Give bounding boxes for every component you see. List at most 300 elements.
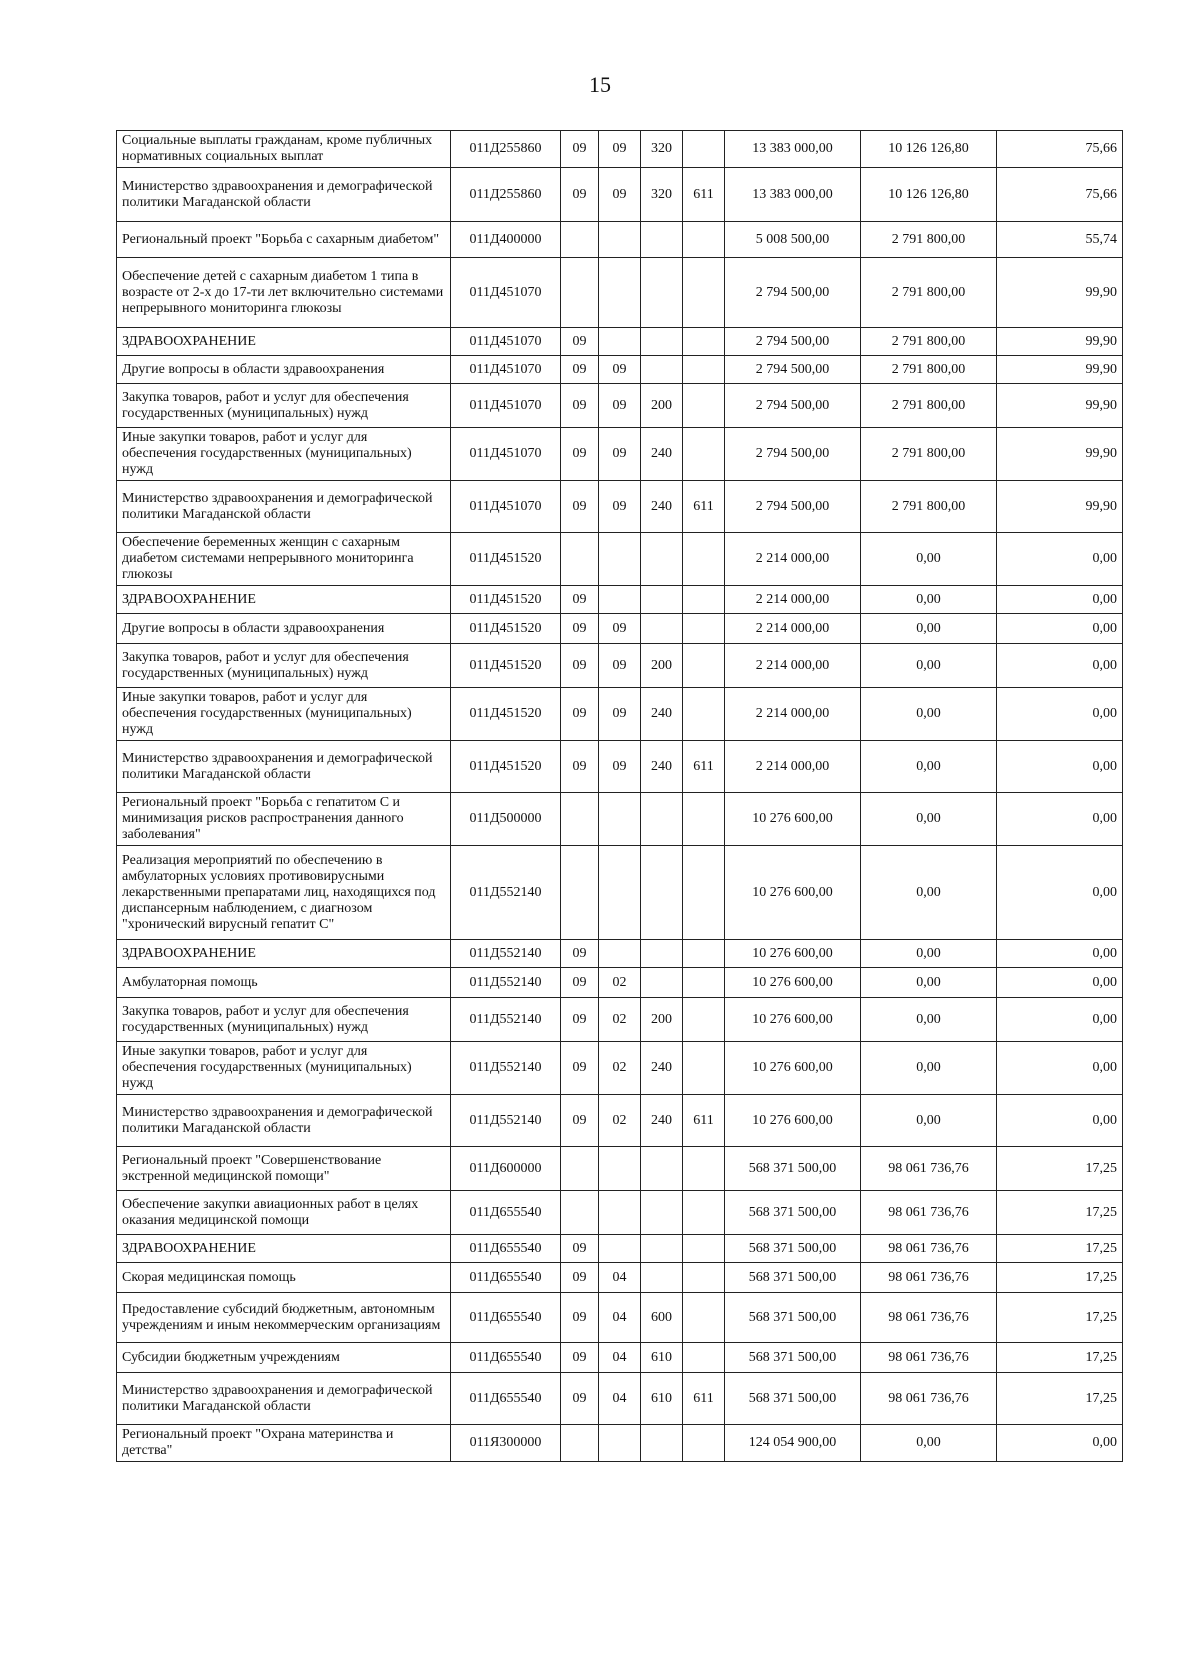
table-row	[117, 793, 1123, 846]
row-admin-code	[683, 846, 725, 940]
row-fact-amount: 0,00	[861, 793, 997, 846]
row-code: 011Д552140	[451, 1042, 561, 1095]
row-name: Социальные выплаты гражданам, кроме публичных нормативных социальных выплат	[117, 131, 451, 168]
table-row	[117, 1147, 1123, 1191]
row-expense-type: 240	[641, 481, 683, 533]
row-admin-code	[683, 328, 725, 356]
row-code: 011Д451070	[451, 481, 561, 533]
row-expense-type	[641, 1191, 683, 1235]
row-percent: 99,90	[997, 356, 1123, 384]
row-section: 09	[561, 741, 599, 793]
row-section	[561, 222, 599, 258]
row-expense-type: 610	[641, 1373, 683, 1425]
row-name: ЗДРАВООХРАНЕНИЕ	[117, 328, 451, 356]
table-row	[117, 1293, 1123, 1343]
row-subsection: 04	[599, 1293, 641, 1343]
page-number: 15	[589, 72, 611, 97]
row-fact-amount: 0,00	[861, 644, 997, 688]
row-subsection: 09	[599, 644, 641, 688]
row-expense-type	[641, 328, 683, 356]
row-percent: 17,25	[997, 1235, 1123, 1263]
row-fact-amount: 2 791 800,00	[861, 356, 997, 384]
row-admin-code	[683, 258, 725, 328]
row-plan-amount: 2 794 500,00	[725, 356, 861, 384]
row-expense-type	[641, 1425, 683, 1462]
row-name: ЗДРАВООХРАНЕНИЕ	[117, 940, 451, 968]
row-code: 011Д655540	[451, 1373, 561, 1425]
row-plan-amount: 2 214 000,00	[725, 533, 861, 586]
row-section	[561, 846, 599, 940]
row-admin-code	[683, 998, 725, 1042]
row-name: Региональный проект "Борьба с сахарным диабетом"	[117, 222, 451, 258]
row-fact-amount: 2 791 800,00	[861, 222, 997, 258]
row-expense-type	[641, 356, 683, 384]
row-subsection: 09	[599, 168, 641, 222]
row-plan-amount: 2 214 000,00	[725, 741, 861, 793]
row-percent: 0,00	[997, 533, 1123, 586]
row-plan-amount: 10 276 600,00	[725, 968, 861, 998]
row-name: Региональный проект "Борьба с гепатитом С и минимизация рисков распространения данного заболевания"	[117, 793, 451, 846]
row-admin-code	[683, 384, 725, 428]
table-row	[117, 481, 1123, 533]
row-code: 011Д552140	[451, 940, 561, 968]
row-plan-amount: 568 371 500,00	[725, 1235, 861, 1263]
row-expense-type	[641, 533, 683, 586]
row-fact-amount: 10 126 126,80	[861, 168, 997, 222]
row-subsection: 04	[599, 1263, 641, 1293]
row-percent: 0,00	[997, 940, 1123, 968]
row-plan-amount: 568 371 500,00	[725, 1373, 861, 1425]
row-admin-code	[683, 1042, 725, 1095]
row-code: 011Д451520	[451, 533, 561, 586]
row-admin-code	[683, 614, 725, 644]
table-row	[117, 533, 1123, 586]
row-section: 09	[561, 131, 599, 168]
row-percent: 17,25	[997, 1191, 1123, 1235]
row-expense-type	[641, 793, 683, 846]
row-name: Министерство здравоохранения и демографической политики Магаданской области	[117, 481, 451, 533]
row-percent: 17,25	[997, 1293, 1123, 1343]
row-fact-amount: 0,00	[861, 533, 997, 586]
row-name: Иные закупки товаров, работ и услуг для обеспечения государственных (муниципальных) нужд	[117, 428, 451, 481]
row-fact-amount: 0,00	[861, 586, 997, 614]
row-fact-amount: 0,00	[861, 1425, 997, 1462]
row-section: 09	[561, 328, 599, 356]
row-plan-amount: 568 371 500,00	[725, 1263, 861, 1293]
row-name: Министерство здравоохранения и демографической политики Магаданской области	[117, 741, 451, 793]
row-plan-amount: 10 276 600,00	[725, 940, 861, 968]
row-admin-code: 611	[683, 1373, 725, 1425]
row-percent: 0,00	[997, 793, 1123, 846]
row-subsection	[599, 328, 641, 356]
row-fact-amount: 98 061 736,76	[861, 1343, 997, 1373]
table-row	[117, 998, 1123, 1042]
row-fact-amount: 98 061 736,76	[861, 1263, 997, 1293]
row-name: Амбулаторная помощь	[117, 968, 451, 998]
row-section: 09	[561, 586, 599, 614]
row-percent: 17,25	[997, 1373, 1123, 1425]
row-expense-type: 200	[641, 384, 683, 428]
row-section: 09	[561, 1095, 599, 1147]
row-expense-type	[641, 1147, 683, 1191]
row-name: Обеспечение детей с сахарным диабетом 1 типа в возрасте от 2-х до 17-ти лет включительно системами непрерывного мониторинга глюкозы	[117, 258, 451, 328]
table-row	[117, 586, 1123, 614]
row-subsection	[599, 1425, 641, 1462]
table-row	[117, 741, 1123, 793]
row-subsection: 02	[599, 1095, 641, 1147]
row-expense-type	[641, 222, 683, 258]
row-name: Другие вопросы в области здравоохранения	[117, 356, 451, 384]
row-code: 011Д400000	[451, 222, 561, 258]
row-subsection	[599, 258, 641, 328]
table-row	[117, 328, 1123, 356]
row-plan-amount: 10 276 600,00	[725, 1042, 861, 1095]
table-row	[117, 1343, 1123, 1373]
row-admin-code: 611	[683, 481, 725, 533]
row-expense-type: 600	[641, 1293, 683, 1343]
table-row	[117, 428, 1123, 481]
row-section	[561, 1147, 599, 1191]
row-name: Иные закупки товаров, работ и услуг для обеспечения государственных (муниципальных) нужд	[117, 1042, 451, 1095]
row-admin-code	[683, 586, 725, 614]
row-code: 011Д552140	[451, 968, 561, 998]
row-expense-type: 240	[641, 428, 683, 481]
row-admin-code	[683, 1191, 725, 1235]
row-section: 09	[561, 1235, 599, 1263]
row-expense-type: 240	[641, 1042, 683, 1095]
row-section: 09	[561, 614, 599, 644]
row-code: 011Д655540	[451, 1293, 561, 1343]
row-expense-type	[641, 258, 683, 328]
row-fact-amount: 0,00	[861, 998, 997, 1042]
row-subsection	[599, 940, 641, 968]
row-name: ЗДРАВООХРАНЕНИЕ	[117, 586, 451, 614]
row-admin-code	[683, 793, 725, 846]
row-expense-type	[641, 586, 683, 614]
row-subsection	[599, 846, 641, 940]
row-name: Закупка товаров, работ и услуг для обеспечения государственных (муниципальных) нужд	[117, 644, 451, 688]
row-admin-code	[683, 356, 725, 384]
row-section: 09	[561, 168, 599, 222]
row-name: Иные закупки товаров, работ и услуг для обеспечения государственных (муниципальных) нужд	[117, 688, 451, 741]
row-percent: 0,00	[997, 998, 1123, 1042]
row-fact-amount: 0,00	[861, 741, 997, 793]
row-fact-amount: 98 061 736,76	[861, 1373, 997, 1425]
row-subsection	[599, 793, 641, 846]
row-percent: 0,00	[997, 1425, 1123, 1462]
row-subsection: 02	[599, 1042, 641, 1095]
row-percent: 17,25	[997, 1343, 1123, 1373]
row-admin-code	[683, 533, 725, 586]
row-admin-code	[683, 1343, 725, 1373]
row-section: 09	[561, 688, 599, 741]
row-subsection	[599, 222, 641, 258]
row-section	[561, 1191, 599, 1235]
row-subsection	[599, 1147, 641, 1191]
row-plan-amount: 10 276 600,00	[725, 998, 861, 1042]
row-admin-code: 611	[683, 1095, 725, 1147]
row-subsection	[599, 586, 641, 614]
row-expense-type	[641, 1263, 683, 1293]
row-fact-amount: 2 791 800,00	[861, 481, 997, 533]
row-percent: 0,00	[997, 644, 1123, 688]
row-name: Региональный проект "Совершенствование экстренной медицинской помощи"	[117, 1147, 451, 1191]
table-row	[117, 644, 1123, 688]
table-row	[117, 846, 1123, 940]
row-expense-type: 200	[641, 998, 683, 1042]
row-section	[561, 533, 599, 586]
row-plan-amount: 10 276 600,00	[725, 846, 861, 940]
row-plan-amount: 13 383 000,00	[725, 168, 861, 222]
row-plan-amount: 5 008 500,00	[725, 222, 861, 258]
row-expense-type: 200	[641, 644, 683, 688]
table-row	[117, 258, 1123, 328]
row-admin-code	[683, 1147, 725, 1191]
row-expense-type	[641, 614, 683, 644]
row-section: 09	[561, 481, 599, 533]
table-row	[117, 614, 1123, 644]
row-plan-amount: 2 794 500,00	[725, 428, 861, 481]
row-percent: 99,90	[997, 481, 1123, 533]
row-percent: 99,90	[997, 258, 1123, 328]
row-expense-type: 240	[641, 688, 683, 741]
row-plan-amount: 2 214 000,00	[725, 644, 861, 688]
row-fact-amount: 2 791 800,00	[861, 428, 997, 481]
row-plan-amount: 568 371 500,00	[725, 1191, 861, 1235]
row-fact-amount: 0,00	[861, 846, 997, 940]
row-subsection: 09	[599, 481, 641, 533]
row-expense-type: 240	[641, 741, 683, 793]
row-fact-amount: 0,00	[861, 940, 997, 968]
row-fact-amount: 98 061 736,76	[861, 1293, 997, 1343]
row-expense-type: 240	[641, 1095, 683, 1147]
table-row	[117, 1042, 1123, 1095]
row-section: 09	[561, 428, 599, 481]
row-section: 09	[561, 384, 599, 428]
row-plan-amount: 2 794 500,00	[725, 481, 861, 533]
row-name: ЗДРАВООХРАНЕНИЕ	[117, 1235, 451, 1263]
row-percent: 99,90	[997, 428, 1123, 481]
row-percent: 0,00	[997, 968, 1123, 998]
row-percent: 99,90	[997, 328, 1123, 356]
row-name: Министерство здравоохранения и демографической политики Магаданской области	[117, 168, 451, 222]
row-admin-code	[683, 428, 725, 481]
row-percent: 75,66	[997, 168, 1123, 222]
row-code: 011Д451070	[451, 384, 561, 428]
row-code: 011Д655540	[451, 1343, 561, 1373]
row-subsection: 09	[599, 741, 641, 793]
row-code: 011Я300000	[451, 1425, 561, 1462]
row-plan-amount: 568 371 500,00	[725, 1293, 861, 1343]
table-row	[117, 1235, 1123, 1263]
row-admin-code	[683, 1425, 725, 1462]
row-plan-amount: 2 214 000,00	[725, 614, 861, 644]
row-expense-type	[641, 940, 683, 968]
row-expense-type: 610	[641, 1343, 683, 1373]
row-code: 011Д451070	[451, 356, 561, 384]
row-plan-amount: 2 214 000,00	[725, 688, 861, 741]
row-expense-type: 320	[641, 131, 683, 168]
table-row	[117, 968, 1123, 998]
row-percent: 17,25	[997, 1263, 1123, 1293]
row-fact-amount: 0,00	[861, 614, 997, 644]
row-section: 09	[561, 940, 599, 968]
table-row	[117, 1263, 1123, 1293]
row-section: 09	[561, 1293, 599, 1343]
table-row	[117, 131, 1123, 168]
row-subsection: 09	[599, 614, 641, 644]
row-subsection: 02	[599, 968, 641, 998]
row-name: Министерство здравоохранения и демографической политики Магаданской области	[117, 1095, 451, 1147]
row-name: Региональный проект "Охрана материнства и детства"	[117, 1425, 451, 1462]
row-subsection	[599, 533, 641, 586]
row-code: 011Д655540	[451, 1235, 561, 1263]
row-admin-code	[683, 222, 725, 258]
row-name: Предоставление субсидий бюджетным, автономным учреждениям и иным некоммерческим организациям	[117, 1293, 451, 1343]
row-code: 011Д552140	[451, 1095, 561, 1147]
row-plan-amount: 2 794 500,00	[725, 328, 861, 356]
row-name: Обеспечение беременных женщин с сахарным диабетом системами непрерывного мониторинга глюкозы	[117, 533, 451, 586]
row-code: 011Д255860	[451, 131, 561, 168]
row-subsection: 04	[599, 1373, 641, 1425]
table-row	[117, 1095, 1123, 1147]
row-fact-amount: 2 791 800,00	[861, 328, 997, 356]
row-code: 011Д255860	[451, 168, 561, 222]
row-subsection: 09	[599, 384, 641, 428]
row-percent: 17,25	[997, 1147, 1123, 1191]
row-fact-amount: 98 061 736,76	[861, 1235, 997, 1263]
row-section: 09	[561, 1373, 599, 1425]
row-name: Министерство здравоохранения и демографической политики Магаданской области	[117, 1373, 451, 1425]
row-percent: 55,74	[997, 222, 1123, 258]
row-subsection: 09	[599, 428, 641, 481]
row-admin-code	[683, 1235, 725, 1263]
row-percent: 0,00	[997, 614, 1123, 644]
row-plan-amount: 10 276 600,00	[725, 793, 861, 846]
row-plan-amount: 2 214 000,00	[725, 586, 861, 614]
row-admin-code	[683, 968, 725, 998]
row-code: 011Д655540	[451, 1263, 561, 1293]
table-row	[117, 384, 1123, 428]
row-name: Закупка товаров, работ и услуг для обеспечения государственных (муниципальных) нужд	[117, 384, 451, 428]
row-code: 011Д451520	[451, 614, 561, 644]
row-fact-amount: 2 791 800,00	[861, 384, 997, 428]
row-percent: 0,00	[997, 688, 1123, 741]
row-section: 09	[561, 1042, 599, 1095]
row-section: 09	[561, 644, 599, 688]
table-row	[117, 168, 1123, 222]
row-subsection: 04	[599, 1343, 641, 1373]
row-admin-code	[683, 688, 725, 741]
row-percent: 0,00	[997, 741, 1123, 793]
row-plan-amount: 10 276 600,00	[725, 1095, 861, 1147]
row-expense-type: 320	[641, 168, 683, 222]
row-admin-code	[683, 644, 725, 688]
row-section: 09	[561, 968, 599, 998]
row-percent: 0,00	[997, 1095, 1123, 1147]
row-subsection: 09	[599, 356, 641, 384]
row-section	[561, 793, 599, 846]
row-admin-code: 611	[683, 741, 725, 793]
row-admin-code	[683, 1263, 725, 1293]
row-code: 011Д451070	[451, 258, 561, 328]
row-admin-code	[683, 131, 725, 168]
row-percent: 0,00	[997, 586, 1123, 614]
row-percent: 99,90	[997, 384, 1123, 428]
row-expense-type	[641, 846, 683, 940]
row-fact-amount: 0,00	[861, 1042, 997, 1095]
table-row	[117, 1425, 1123, 1462]
table-row	[117, 1191, 1123, 1235]
row-plan-amount: 2 794 500,00	[725, 258, 861, 328]
row-code: 011Д451070	[451, 428, 561, 481]
row-fact-amount: 0,00	[861, 1095, 997, 1147]
row-name: Реализация мероприятий по обеспечению в амбулаторных условиях противовирусными лекарственными препаратами лиц, находящихся под диспансерным наблюдением, с диагнозом "хронический вирусный гепатит С"	[117, 846, 451, 940]
row-subsection: 09	[599, 131, 641, 168]
row-fact-amount: 98 061 736,76	[861, 1191, 997, 1235]
row-admin-code: 611	[683, 168, 725, 222]
row-admin-code	[683, 940, 725, 968]
row-section: 09	[561, 1263, 599, 1293]
row-code: 011Д500000	[451, 793, 561, 846]
row-code: 011Д552140	[451, 846, 561, 940]
row-expense-type	[641, 968, 683, 998]
row-subsection	[599, 1191, 641, 1235]
row-code: 011Д451520	[451, 644, 561, 688]
row-code: 011Д451520	[451, 586, 561, 614]
row-section	[561, 258, 599, 328]
row-plan-amount: 568 371 500,00	[725, 1147, 861, 1191]
row-name: Обеспечение закупки авиационных работ в целях оказания медицинской помощи	[117, 1191, 451, 1235]
row-fact-amount: 0,00	[861, 968, 997, 998]
table-row	[117, 1373, 1123, 1425]
row-subsection: 02	[599, 998, 641, 1042]
row-plan-amount: 124 054 900,00	[725, 1425, 861, 1462]
row-section: 09	[561, 356, 599, 384]
row-fact-amount: 2 791 800,00	[861, 258, 997, 328]
row-percent: 0,00	[997, 846, 1123, 940]
row-admin-code	[683, 1293, 725, 1343]
row-percent: 75,66	[997, 131, 1123, 168]
table-row	[117, 222, 1123, 258]
row-subsection: 09	[599, 688, 641, 741]
row-fact-amount: 0,00	[861, 688, 997, 741]
row-section	[561, 1425, 599, 1462]
budget-table	[116, 130, 1123, 1462]
row-name: Субсидии бюджетным учреждениям	[117, 1343, 451, 1373]
row-name: Другие вопросы в области здравоохранения	[117, 614, 451, 644]
row-code: 011Д552140	[451, 998, 561, 1042]
row-code: 011Д600000	[451, 1147, 561, 1191]
row-name: Закупка товаров, работ и услуг для обеспечения государственных (муниципальных) нужд	[117, 998, 451, 1042]
row-code: 011Д655540	[451, 1191, 561, 1235]
row-section: 09	[561, 1343, 599, 1373]
table-row	[117, 940, 1123, 968]
row-percent: 0,00	[997, 1042, 1123, 1095]
row-plan-amount: 2 794 500,00	[725, 384, 861, 428]
row-code: 011Д451520	[451, 741, 561, 793]
row-fact-amount: 98 061 736,76	[861, 1147, 997, 1191]
row-plan-amount: 568 371 500,00	[725, 1343, 861, 1373]
row-section: 09	[561, 998, 599, 1042]
table-row	[117, 356, 1123, 384]
row-expense-type	[641, 1235, 683, 1263]
row-fact-amount: 10 126 126,80	[861, 131, 997, 168]
row-plan-amount: 13 383 000,00	[725, 131, 861, 168]
table-row	[117, 688, 1123, 741]
row-name: Скорая медицинская помощь	[117, 1263, 451, 1293]
row-code: 011Д451520	[451, 688, 561, 741]
